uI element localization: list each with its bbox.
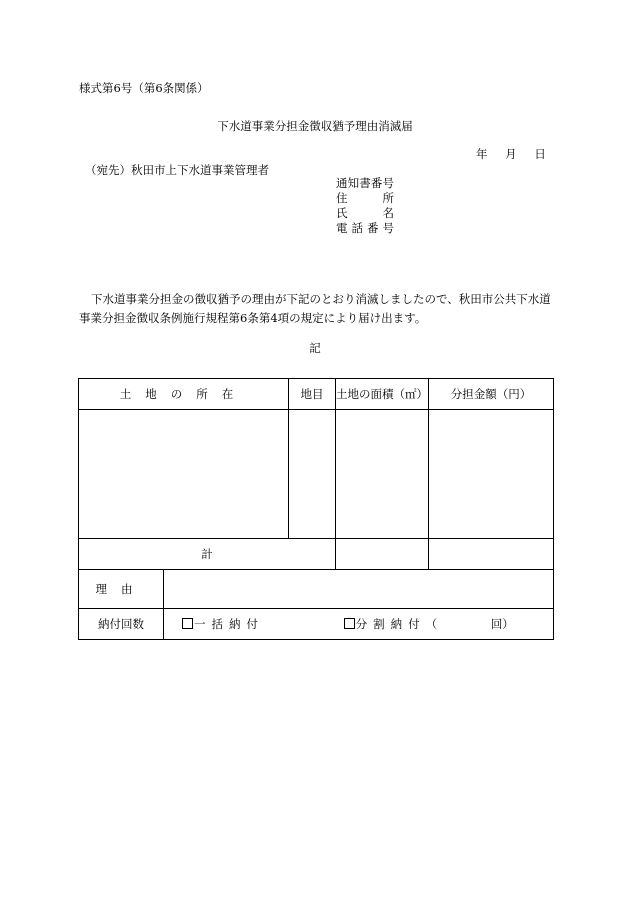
payment-label: 納付回数 [79,609,164,640]
form-number: 様式第6号（第6条関係） [79,81,209,95]
date-year-label: 年 [476,147,488,161]
date-month-label: 月 [505,147,517,161]
name-label: 氏名 [336,206,394,220]
installment-times-label: 回） [490,616,514,631]
header-chimoku: 地目 [289,379,336,410]
reason-input[interactable] [164,570,554,609]
payment-options [164,609,554,640]
checkbox-icon[interactable] [344,618,355,629]
reason-label: 理由 [79,570,164,609]
checkbox-icon[interactable] [182,618,193,629]
installment-option[interactable]: 分割納付（ 回） [344,617,514,631]
notice-number-label: 通知書番号 [336,176,394,190]
area-input[interactable] [336,410,429,539]
body-text: 下水道事業分担金の徴収猶予の理由が下記のとおり消滅しましたので、秋田市公共下水道事業分担金徴収条例施行規程第6条第4項の規定により届け出ます。 [79,292,551,325]
land-table [78,378,554,570]
document-title: 下水道事業分担金徴収猶予理由消滅届 [217,119,413,133]
total-area-input[interactable] [336,539,429,570]
header-amount: 分担金額（円） [429,379,554,410]
addressee: （宛先）秋田市上下水道事業管理者 [85,163,269,177]
phone-label: 電話番号 [336,221,394,235]
amount-input[interactable] [429,410,554,539]
applicant-block [336,176,394,236]
reason-payment-table [78,569,554,640]
lump-sum-option[interactable]: 一括納付 [182,617,340,632]
address-label: 住所 [336,191,394,205]
header-location: 土地の所在 [79,379,289,410]
location-input[interactable] [79,410,289,539]
date-day-label: 日 [534,147,546,161]
chimoku-input[interactable] [289,410,336,539]
total-label: 計 [79,539,336,570]
header-area: 土地の面積（㎡） [336,379,429,410]
total-amount-input[interactable] [429,539,554,570]
ki-heading: 記 [309,341,321,355]
date-line [476,147,560,162]
